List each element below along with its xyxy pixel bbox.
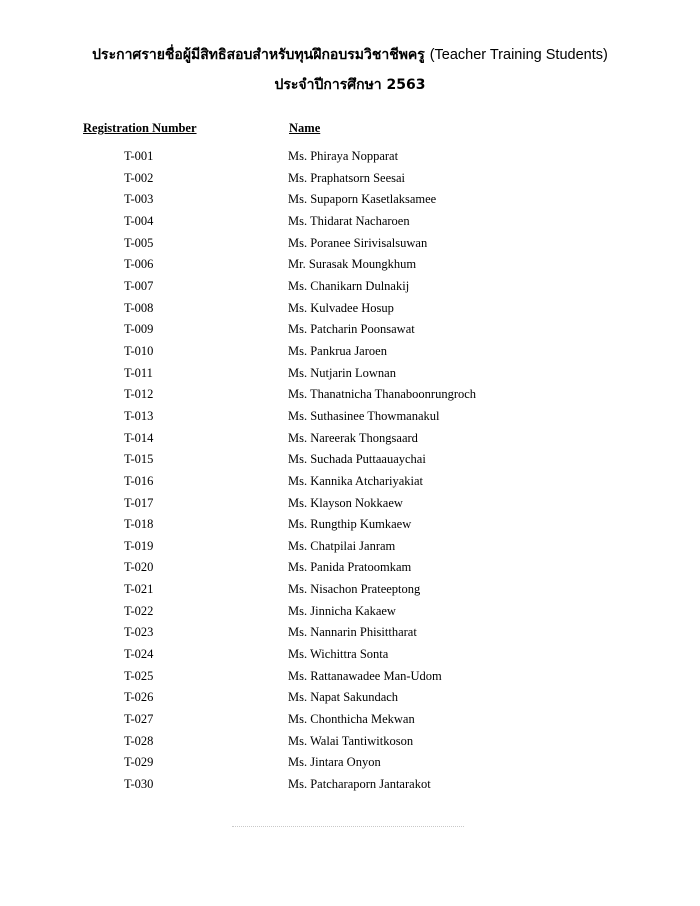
table-row xyxy=(0,190,700,212)
registration-number: T-019 xyxy=(124,538,154,553)
candidate-name: Ms. Nareerak Thongsaard xyxy=(288,430,418,445)
candidate-name: Ms. Rungthip Kumkaew xyxy=(288,517,412,532)
candidate-name: Ms. Chanikarn Dulnakij xyxy=(288,278,410,293)
page-subtitle: ประจำปีการศึกษา 2563 xyxy=(274,77,426,93)
registration-number: T-008 xyxy=(124,300,154,315)
table-row xyxy=(0,299,700,321)
candidate-name: Ms. Patcharaporn Jantarakot xyxy=(288,777,431,792)
candidate-name: Ms. Thidarat Nacharoen xyxy=(288,213,410,228)
registration-number: T-023 xyxy=(124,625,154,640)
candidate-name: Ms. Pankrua Jaroen xyxy=(288,343,387,358)
table-row xyxy=(0,558,700,580)
candidate-name: Ms. Patcharin Poonsawat xyxy=(288,322,415,337)
candidate-name: Ms. Chonthicha Mekwan xyxy=(288,712,415,727)
registration-number: T-027 xyxy=(124,712,154,727)
table-row xyxy=(0,494,700,516)
table-row xyxy=(0,688,700,710)
registration-number: T-025 xyxy=(124,668,154,683)
candidate-name: Ms. Wichittra Sonta xyxy=(288,647,389,662)
table-row xyxy=(0,515,700,537)
registration-number: T-001 xyxy=(124,149,154,163)
table-row xyxy=(0,537,700,559)
table-row xyxy=(0,212,700,234)
title-thai: ประกาศรายชื่อผู้มีสิทธิสอบสำหรับทุนฝึกอบรมวิชาชีพครู xyxy=(92,47,425,63)
registration-number: T-021 xyxy=(124,582,154,597)
candidate-name: Ms. Nannarin Phisittharat xyxy=(288,625,417,640)
table-row xyxy=(0,277,700,299)
table-row xyxy=(0,407,700,429)
registration-number: T-028 xyxy=(124,733,154,748)
registration-number: T-009 xyxy=(124,322,154,337)
registration-number: T-020 xyxy=(124,560,154,575)
candidate-name: Ms. Supaporn Kasetlaksamee xyxy=(288,192,437,207)
candidate-name: Ms. Jinnicha Kakaew xyxy=(288,603,396,618)
table-row xyxy=(0,645,700,667)
registration-number: T-029 xyxy=(124,755,154,770)
candidate-name: Ms. Suthasinee Thowmanakul xyxy=(288,408,440,423)
candidate-name: Ms. Kannika Atchariyakiat xyxy=(288,473,424,488)
candidate-name: Ms. Napat Sakundach xyxy=(288,690,399,705)
table-row xyxy=(0,775,700,797)
table-row xyxy=(0,342,700,364)
table-row xyxy=(0,753,700,775)
registration-number: T-011 xyxy=(124,365,153,380)
table-row xyxy=(0,320,700,342)
candidate-name: Ms. Chatpilai Janram xyxy=(288,538,396,553)
column-header-registration: Registration Number xyxy=(83,121,197,135)
candidate-name: Ms. Rattanawadee Man-Udom xyxy=(288,668,442,683)
column-header-name: Name xyxy=(289,121,321,135)
registration-number: T-002 xyxy=(124,170,154,185)
registration-number: T-016 xyxy=(124,473,154,488)
table-row xyxy=(0,667,700,689)
registration-number: T-007 xyxy=(124,278,154,293)
table-row xyxy=(0,255,700,277)
candidate-name: Ms. Panida Pratoomkam xyxy=(288,560,412,575)
candidate-list xyxy=(0,147,700,797)
table-row xyxy=(0,429,700,451)
page-title xyxy=(0,46,700,64)
table-row xyxy=(0,623,700,645)
table-row xyxy=(0,602,700,624)
candidate-name: Ms. Phiraya Nopparat xyxy=(288,149,399,163)
footer-divider xyxy=(232,826,464,827)
candidate-name: Ms. Klayson Nokkaew xyxy=(288,495,403,510)
candidate-name: Ms. Walai Tantiwitkoson xyxy=(288,733,414,748)
table-row xyxy=(0,169,700,191)
table-row xyxy=(0,580,700,602)
registration-number: T-022 xyxy=(124,603,154,618)
registration-number: T-015 xyxy=(124,452,154,467)
registration-number: T-014 xyxy=(124,430,154,445)
title-english: (Teacher Training Students) xyxy=(429,47,608,63)
registration-number: T-026 xyxy=(124,690,154,705)
table-row xyxy=(0,147,700,169)
registration-number: T-013 xyxy=(124,408,154,423)
table-row xyxy=(0,450,700,472)
registration-number: T-006 xyxy=(124,257,154,272)
table-row xyxy=(0,364,700,386)
table-row xyxy=(0,385,700,407)
registration-number: T-012 xyxy=(124,387,154,402)
candidate-name: Ms. Nutjarin Lownan xyxy=(288,365,396,380)
registration-number: T-024 xyxy=(124,647,154,662)
candidate-name: Ms. Suchada Puttaauaychai xyxy=(288,452,426,467)
candidate-name: Ms. Praphatsorn Seesai xyxy=(288,170,405,185)
table-row xyxy=(0,472,700,494)
registration-number: T-030 xyxy=(124,777,154,792)
candidate-name: Ms. Nisachon Prateeptong xyxy=(288,582,421,597)
candidate-name: Ms. Thanatnicha Thanaboonrungroch xyxy=(288,387,477,402)
candidate-name: Ms. Poranee Sirivisalsuwan xyxy=(288,235,428,250)
registration-number: T-017 xyxy=(124,495,154,510)
table-row xyxy=(0,710,700,732)
registration-number: T-018 xyxy=(124,517,154,532)
candidate-name: Ms. Kulvadee Hosup xyxy=(288,300,394,315)
table-row xyxy=(0,732,700,754)
registration-number: T-005 xyxy=(124,235,154,250)
registration-number: T-003 xyxy=(124,192,154,207)
table-row xyxy=(0,234,700,256)
registration-number: T-004 xyxy=(124,213,154,228)
candidate-name: Ms. Jintara Onyon xyxy=(288,755,381,770)
registration-number: T-010 xyxy=(124,343,154,358)
candidate-name: Mr. Surasak Moungkhum xyxy=(288,257,417,272)
